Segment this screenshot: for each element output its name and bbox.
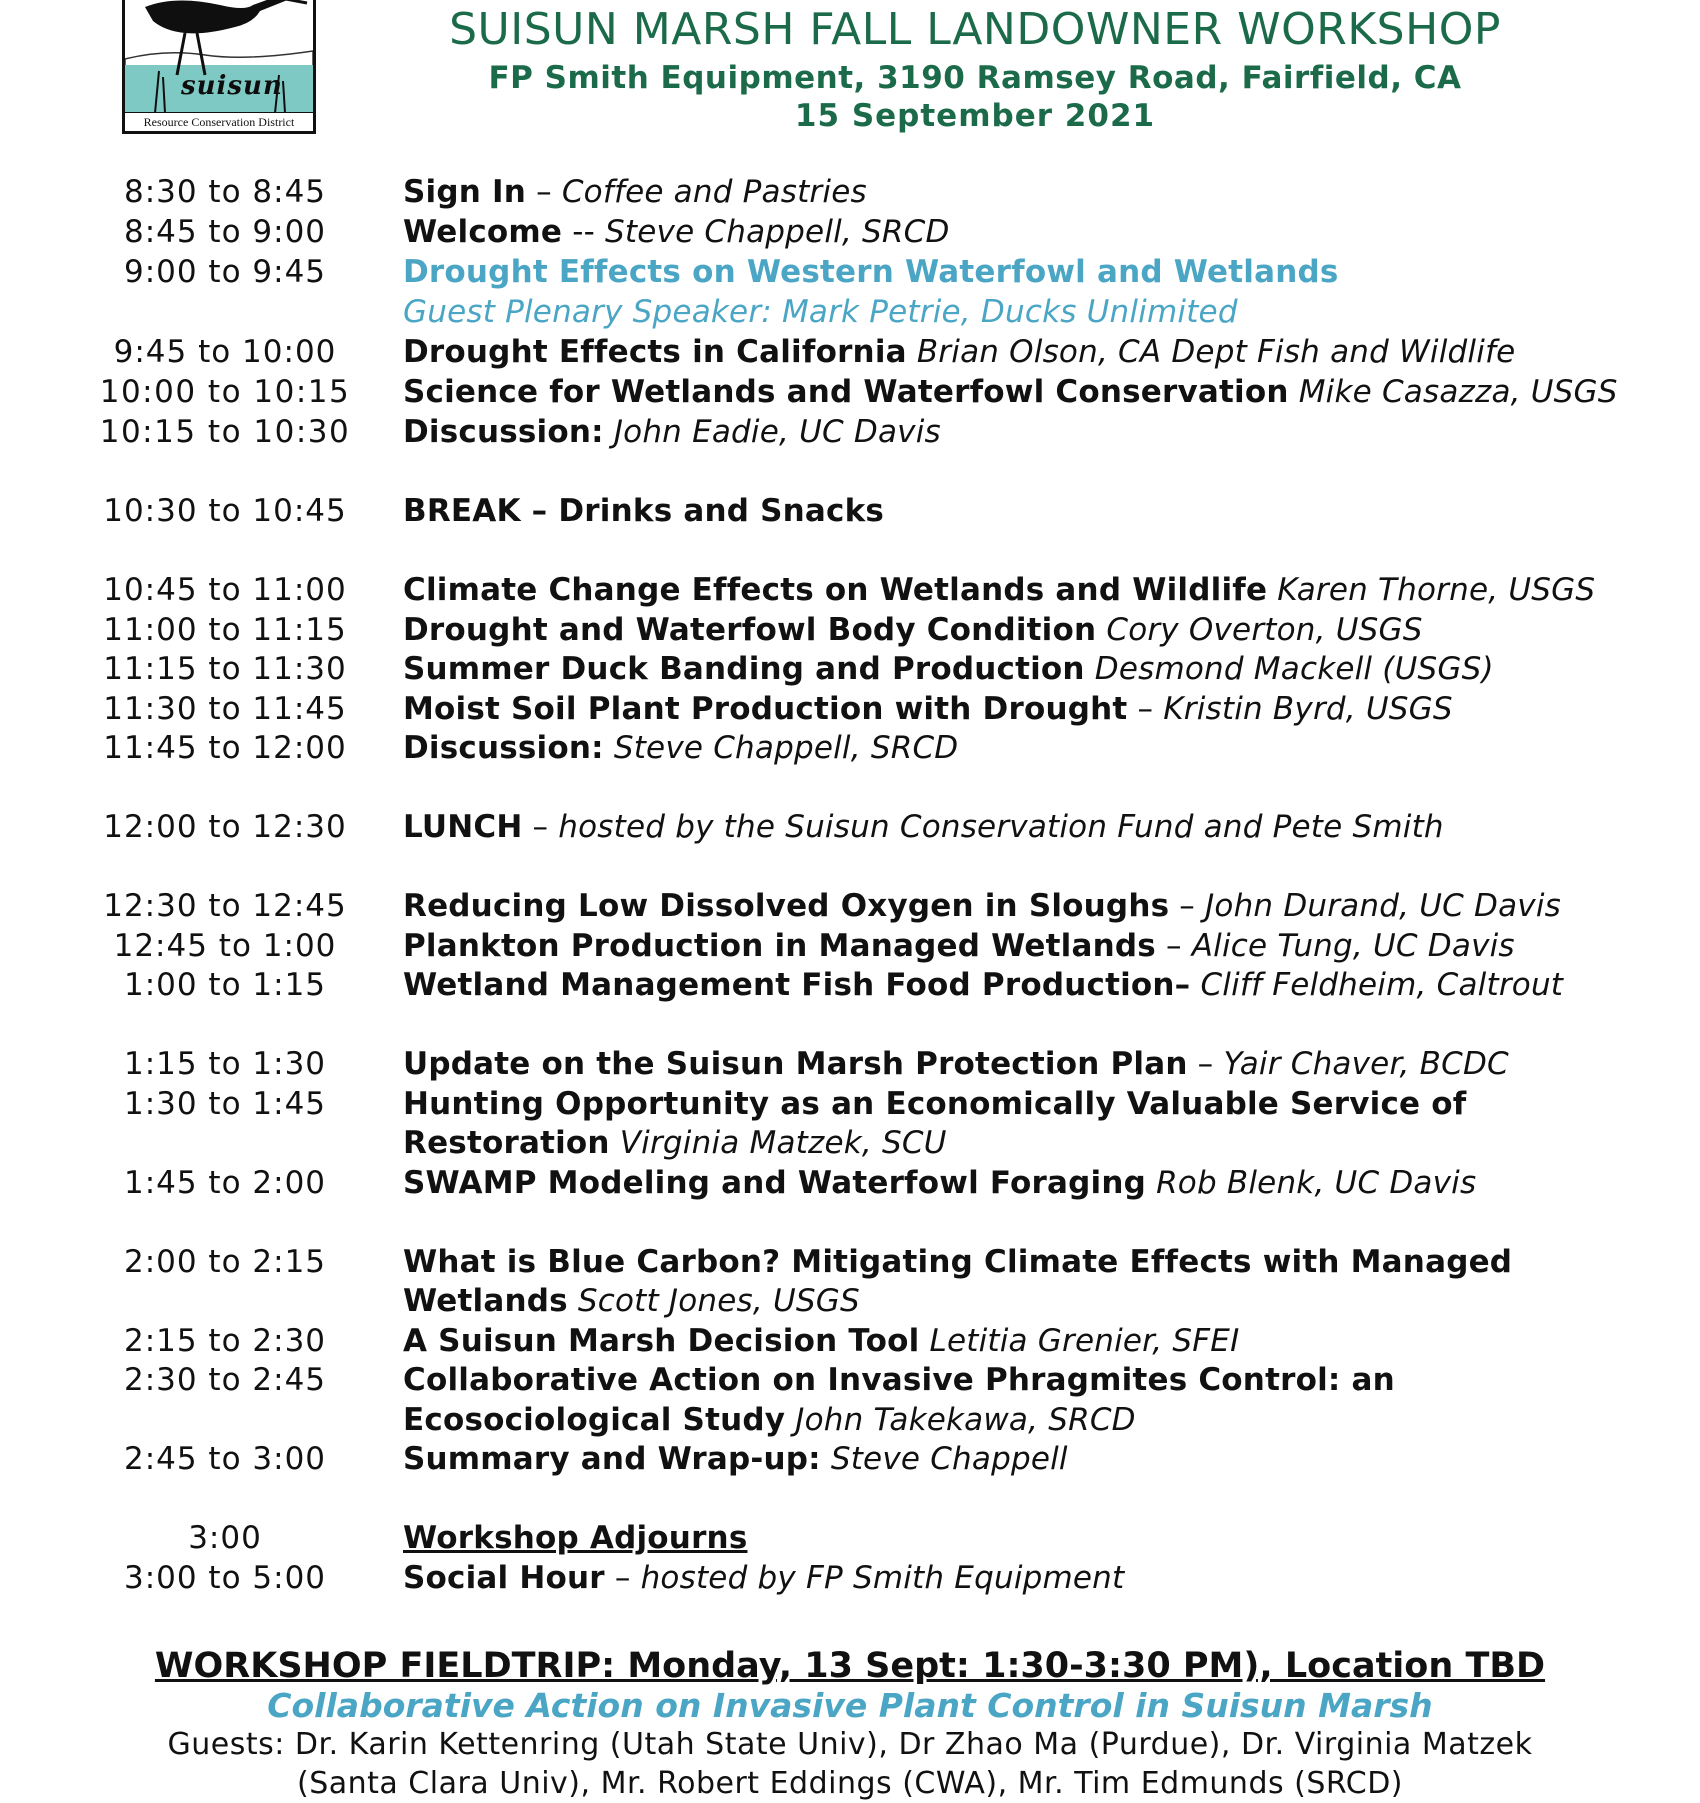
session-speaker: Alice Tung, UC Davis <box>1191 928 1515 964</box>
agenda-row <box>0 1244 1700 1284</box>
session-title: Update on the Suisun Marsh Protection Plan <box>403 1046 1188 1082</box>
agenda-row <box>0 254 1700 294</box>
session-speaker: Steve Chappell <box>830 1441 1068 1477</box>
lunch-host: hosted by the Suisun Conservation Fund and Pete Smith <box>558 809 1444 845</box>
session-speaker: Steve Chappell, SRCD <box>605 214 950 250</box>
agenda-time: 3:00 <box>188 1520 262 1556</box>
session-title: Summary and Wrap-up: <box>403 1441 821 1477</box>
session-title: Restoration <box>403 1125 610 1161</box>
district-logo <box>122 0 316 134</box>
session-speaker: John Eadie, UC Davis <box>613 414 941 450</box>
agenda-item: Sign In – Coffee and Pastries <box>403 174 867 210</box>
session-title: What is Blue Carbon? Mitigating Climate Effects with Managed <box>403 1244 1513 1280</box>
agenda-item <box>403 1402 1136 1438</box>
session-speaker: hosted by FP Smith Equipment <box>640 1560 1125 1596</box>
agenda-time: 1:15 to 1:30 <box>123 1046 327 1082</box>
agenda-item <box>403 493 884 529</box>
session-title: Climate Change Effects on Wetlands and Wildlife <box>403 572 1268 608</box>
session-speaker: John Takekawa, SRCD <box>795 1402 1136 1438</box>
agenda-time: 1:30 to 1:45 <box>123 1086 327 1122</box>
session-speaker: Kristin Byrd, USGS <box>1163 691 1453 727</box>
break-title: BREAK – Drinks and Snacks <box>403 493 885 529</box>
agenda-time: 1:45 to 2:00 <box>123 1165 327 1201</box>
agenda-item <box>403 1520 747 1556</box>
agenda-time: 2:30 to 2:45 <box>123 1362 327 1398</box>
agenda-row <box>0 1441 1700 1481</box>
agenda-item <box>403 254 1339 290</box>
agenda-item <box>403 1441 1068 1477</box>
agenda-row <box>0 691 1700 731</box>
agenda-row-continued <box>0 294 1700 334</box>
session-title: Summer Duck Banding and Production <box>403 651 1085 687</box>
agenda-row <box>0 493 1700 533</box>
agenda-row-continued <box>0 1402 1700 1442</box>
agenda-item <box>403 1165 1476 1201</box>
session-speaker: Mike Casazza, USGS <box>1298 374 1618 410</box>
agenda-item <box>403 967 1563 1003</box>
agenda-row <box>0 1323 1700 1363</box>
agenda-item <box>403 651 1494 687</box>
agenda-item: Reducing Low Dissolved Oxygen in Sloughs – John Durand, UC Davis <box>403 888 1561 924</box>
session-speaker: Steve Chappell, SRCD <box>613 730 959 766</box>
agenda-item: Social Hour – hosted by FP Smith Equipment <box>403 1560 1125 1596</box>
agenda-row <box>0 967 1700 1007</box>
agenda-time: 2:45 to 3:00 <box>123 1441 327 1477</box>
session-title: Moist Soil Plant Production with Drought <box>403 691 1128 727</box>
agenda-row <box>0 572 1700 612</box>
agenda-time: 12:30 to 12:45 <box>103 888 347 924</box>
session-title: Discussion: <box>403 414 604 450</box>
agenda-time: 12:45 to 1:00 <box>113 928 337 964</box>
agenda-item <box>403 612 1423 648</box>
agenda-row <box>0 1560 1700 1600</box>
session-title: Reducing Low Dissolved Oxygen in Sloughs <box>403 888 1170 924</box>
session-title: Plankton Production in Managed Wetlands <box>403 928 1156 964</box>
agenda-time: 8:45 to 9:00 <box>123 214 327 250</box>
session-speaker: Letitia Grenier, SFEI <box>929 1323 1240 1359</box>
session-speaker: Cory Overton, USGS <box>1106 612 1423 648</box>
guests-line: Guests: Dr. Karin Kettenring (Utah State Univ), Dr Zhao Ma (Purdue), Dr. Virginia Matzek <box>167 1727 1533 1762</box>
session-speaker: Yair Chaver, BCDC <box>1223 1046 1509 1082</box>
session-title: Wetland Management Fish Food Production– <box>403 967 1191 1003</box>
session-speaker: Karen Thorne, USGS <box>1277 572 1596 608</box>
session-title: Science for Wetlands and Waterfowl Conservation <box>403 374 1289 410</box>
agenda-row <box>0 414 1700 454</box>
session-title: Drought and Waterfowl Body Condition <box>403 612 1097 648</box>
session-title: Discussion: <box>403 730 604 766</box>
agenda-row <box>0 334 1700 374</box>
session-title: Social Hour <box>403 1560 605 1596</box>
session-speaker: Rob Blenk, UC Davis <box>1156 1165 1477 1201</box>
agenda-time: 10:30 to 10:45 <box>103 493 347 529</box>
agenda-row <box>0 374 1700 414</box>
session-title: Wetlands <box>403 1283 568 1319</box>
session-speaker: Brian Olson, CA Dept Fish and Wildlife <box>916 334 1516 370</box>
agenda-row <box>0 888 1700 928</box>
agenda-item <box>403 1283 860 1319</box>
session-speaker: Virginia Matzek, SCU <box>619 1125 947 1161</box>
agenda-time: 3:00 to 5:00 <box>123 1560 327 1596</box>
session-speaker: Desmond Mackell (USGS) <box>1094 651 1494 687</box>
agenda-row <box>0 612 1700 652</box>
agenda-time: 2:15 to 2:30 <box>123 1323 327 1359</box>
agenda-time: 10:15 to 10:30 <box>99 414 351 450</box>
session-speaker: Coffee and Pastries <box>561 174 867 210</box>
agenda-time: 12:00 to 12:30 <box>103 809 347 845</box>
agenda-row <box>0 1165 1700 1205</box>
guests-line: (Santa Clara Univ), Mr. Robert Eddings (CWA), Mr. Tim Edmunds (SRCD) <box>296 1766 1404 1801</box>
agenda-item: Update on the Suisun Marsh Protection Plan – Yair Chaver, BCDC <box>403 1046 1509 1082</box>
session-title: A Suisun Marsh Decision Tool <box>403 1323 920 1359</box>
agenda-item <box>403 1244 1512 1280</box>
adjourn-title: Workshop Adjourns <box>403 1520 748 1556</box>
session-speaker: Cliff Feldheim, Caltrout <box>1200 967 1564 1003</box>
plenary-title: Drought Effects on Western Waterfowl and Wetlands <box>403 254 1339 290</box>
agenda-item: Plankton Production in Managed Wetlands – Alice Tung, UC Davis <box>403 928 1515 964</box>
session-speaker: Scott Jones, USGS <box>577 1283 860 1319</box>
fieldtrip-subtitle: Collaborative Action on Invasive Plant Control in Suisun Marsh <box>267 1686 1433 1725</box>
agenda-time: 9:00 to 9:45 <box>123 254 327 290</box>
agenda-item <box>403 730 958 766</box>
agenda-item <box>403 1323 1239 1359</box>
agenda-item <box>403 334 1515 370</box>
agenda-item: Welcome -- Steve Chappell, SRCD <box>403 214 950 250</box>
session-title: Collaborative Action on Invasive Phragmites Control: an <box>403 1362 1395 1398</box>
page-title: SUISUN MARSH FALL LANDOWNER WORKSHOP <box>449 4 1501 55</box>
session-title: Drought Effects in California <box>403 334 907 370</box>
session-title: Sign In <box>403 174 527 210</box>
agenda-row-continued <box>0 1283 1700 1323</box>
event-date: 15 September 2021 <box>794 98 1156 134</box>
agenda-row <box>0 174 1700 214</box>
agenda-time: 8:30 to 8:45 <box>123 174 327 210</box>
agenda-item <box>403 1086 1466 1122</box>
agenda-time: 10:45 to 11:00 <box>103 572 347 608</box>
plenary-speaker: Guest Plenary Speaker: Mark Petrie, Ducks Unlimited <box>403 294 1238 330</box>
agenda-time: 2:00 to 2:15 <box>123 1244 327 1280</box>
agenda-item: Moist Soil Plant Production with Drought – Kristin Byrd, USGS <box>403 691 1453 727</box>
agenda-item <box>403 1125 947 1161</box>
logo-caption: Resource Conservation District <box>125 112 313 131</box>
agenda-row <box>0 928 1700 968</box>
fieldtrip-guests <box>0 1725 1700 1803</box>
agenda-time: 11:15 to 11:30 <box>103 651 347 687</box>
agenda-row <box>0 651 1700 691</box>
agenda-time: 9:45 to 10:00 <box>113 334 337 370</box>
agenda-time: 1:00 to 1:15 <box>123 967 327 1003</box>
agenda-row <box>0 1086 1700 1126</box>
session-speaker: John Durand, UC Davis <box>1205 888 1561 924</box>
agenda-row <box>0 730 1700 770</box>
venue-address: FP Smith Equipment, 3190 Ramsey Road, Fairfield, CA <box>488 60 1462 96</box>
logo-brand-text: suisun <box>181 71 283 101</box>
agenda-row <box>0 1362 1700 1402</box>
session-title: SWAMP Modeling and Waterfowl Foraging <box>403 1165 1146 1201</box>
lunch-title: LUNCH <box>403 809 523 845</box>
agenda-row <box>0 1520 1700 1560</box>
agenda-row <box>0 214 1700 254</box>
agenda-item <box>403 572 1595 608</box>
agenda-row-continued <box>0 1125 1700 1165</box>
agenda-time: 10:00 to 10:15 <box>99 374 351 410</box>
agenda-item <box>403 1362 1395 1398</box>
fieldtrip-heading: WORKSHOP FIELDTRIP: Monday, 13 Sept: 1:30-3:30 PM), Location TBD <box>154 1646 1546 1686</box>
session-title: Ecosociological Study <box>403 1402 786 1438</box>
agenda-time: 11:45 to 12:00 <box>103 730 347 766</box>
agenda-row <box>0 809 1700 849</box>
agenda-item <box>403 414 941 450</box>
agenda-time: 11:00 to 11:15 <box>103 612 347 648</box>
agenda-item <box>403 294 1238 330</box>
session-title: Hunting Opportunity as an Economically Valuable Service of <box>403 1086 1467 1122</box>
session-title: Welcome <box>403 214 563 250</box>
agenda-item <box>403 374 1618 410</box>
agenda-item: LUNCH – hosted by the Suisun Conservation Fund and Pete Smith <box>403 809 1444 845</box>
agenda-time: 11:30 to 11:45 <box>103 691 347 727</box>
agenda-row <box>0 1046 1700 1086</box>
